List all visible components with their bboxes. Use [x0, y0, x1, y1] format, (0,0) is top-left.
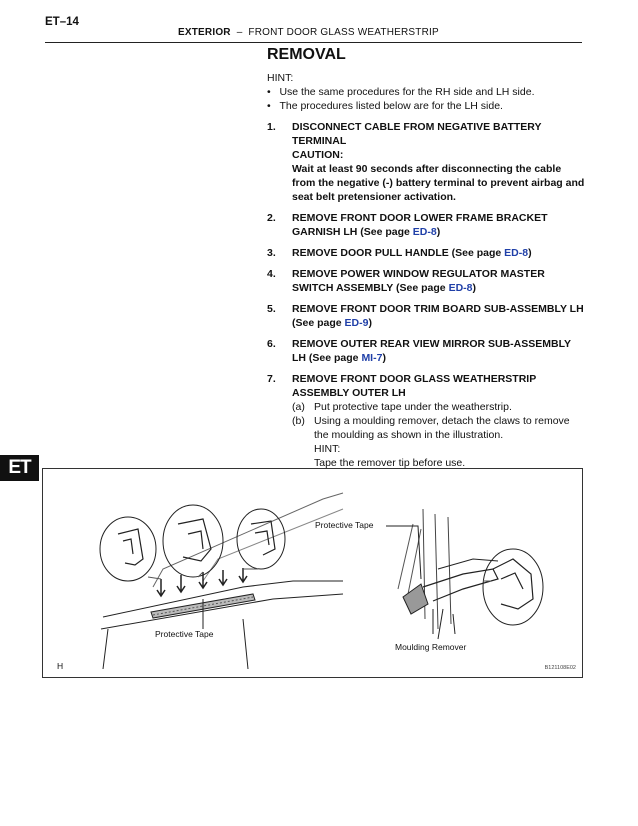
substep-text: Put protective tape under the weatherstrip. — [314, 401, 512, 413]
step-close: ) — [382, 352, 386, 364]
step-close: ) — [368, 317, 372, 329]
substep-hint-text: Tape the remover tip before use. — [314, 457, 466, 469]
label-moulding-remover: Moulding Remover — [395, 642, 467, 652]
page-link[interactable]: ED-8 — [504, 247, 529, 259]
step-text: REMOVE OUTER REAR VIEW MIRROR SUB-ASSEMBLY LH (See page — [292, 338, 571, 364]
page-number: ET–14 — [45, 16, 79, 28]
step-number: 5. — [267, 303, 276, 315]
page-link[interactable]: ED-8 — [412, 226, 437, 238]
hint-bullet: • The procedures listed below are for the LH side. — [267, 100, 503, 112]
procedure-column — [267, 46, 587, 470]
step-close: ) — [436, 226, 441, 238]
step-number: 3. — [267, 247, 276, 259]
hint-label: HINT: — [267, 72, 294, 84]
step-5 — [267, 302, 587, 330]
label-protective-tape-top: Protective Tape — [315, 520, 374, 530]
step-text: REMOVE FRONT DOOR TRIM BOARD SUB-ASSEMBLY LH (See page — [292, 303, 584, 329]
caution-text: Wait at least 90 seconds after disconnecting the cable from the negative (-) battery terminal to prevent airbag and seat belt pretensioner activation. — [292, 163, 585, 203]
step-text: REMOVE DOOR PULL HANDLE (See page — [292, 247, 505, 259]
step-close: ) — [472, 282, 476, 294]
substep-hint-label: HINT: — [314, 443, 341, 455]
step-close: ) — [528, 247, 532, 259]
step-6 — [267, 337, 587, 365]
header-section: EXTERIOR — [178, 27, 231, 38]
step-2 — [267, 211, 587, 239]
illustration-frame — [42, 468, 583, 678]
step-number: 6. — [267, 338, 276, 350]
step-1 — [267, 120, 587, 204]
page-header — [178, 27, 439, 38]
step-text: REMOVE FRONT DOOR GLASS WEATHERSTRIP ASSEMBLY OUTER LH — [292, 373, 537, 399]
figure-code: B121108E02 — [544, 665, 576, 671]
label-protective-tape-bottom: Protective Tape — [155, 629, 214, 639]
substep-label: (a) — [292, 401, 305, 413]
step-number: 4. — [267, 268, 276, 280]
header-topic: FRONT DOOR GLASS WEATHERSTRIP — [248, 27, 439, 38]
header-separator: – — [236, 27, 243, 38]
hint-bullet: • Use the same procedures for the RH side and LH side. — [267, 86, 535, 98]
substep-b — [292, 414, 587, 470]
step-number: 1. — [267, 121, 276, 133]
step-text: REMOVE FRONT DOOR LOWER FRAME BRACKET GARNISH LH (See page — [292, 212, 548, 238]
door-illustration — [43, 469, 584, 679]
section-title: REMOVAL — [267, 46, 346, 63]
step-7 — [267, 372, 587, 470]
substep-label: (b) — [292, 415, 305, 427]
substep-text: Using a moulding remover, detach the claws to remove the moulding as shown in the illustration. — [314, 415, 570, 441]
step-number: 2. — [267, 212, 276, 224]
step-3 — [267, 246, 587, 260]
step-number: 7. — [267, 373, 276, 385]
section-tab: ET — [0, 455, 39, 481]
step-4 — [267, 267, 587, 295]
step-text: REMOVE POWER WINDOW REGULATOR MASTER SWITCH ASSEMBLY (See page — [292, 268, 545, 294]
substep-a — [292, 400, 587, 414]
page-link[interactable]: MI-7 — [361, 352, 383, 364]
step-text: DISCONNECT CABLE FROM NEGATIVE BATTERY TERMINAL — [292, 121, 542, 147]
page-link[interactable]: ED-9 — [344, 317, 369, 329]
header-rule — [45, 42, 582, 43]
figure-corner-letter: H — [57, 661, 64, 671]
caution-label: CAUTION: — [292, 149, 344, 161]
page-link[interactable]: ED-8 — [448, 282, 473, 294]
